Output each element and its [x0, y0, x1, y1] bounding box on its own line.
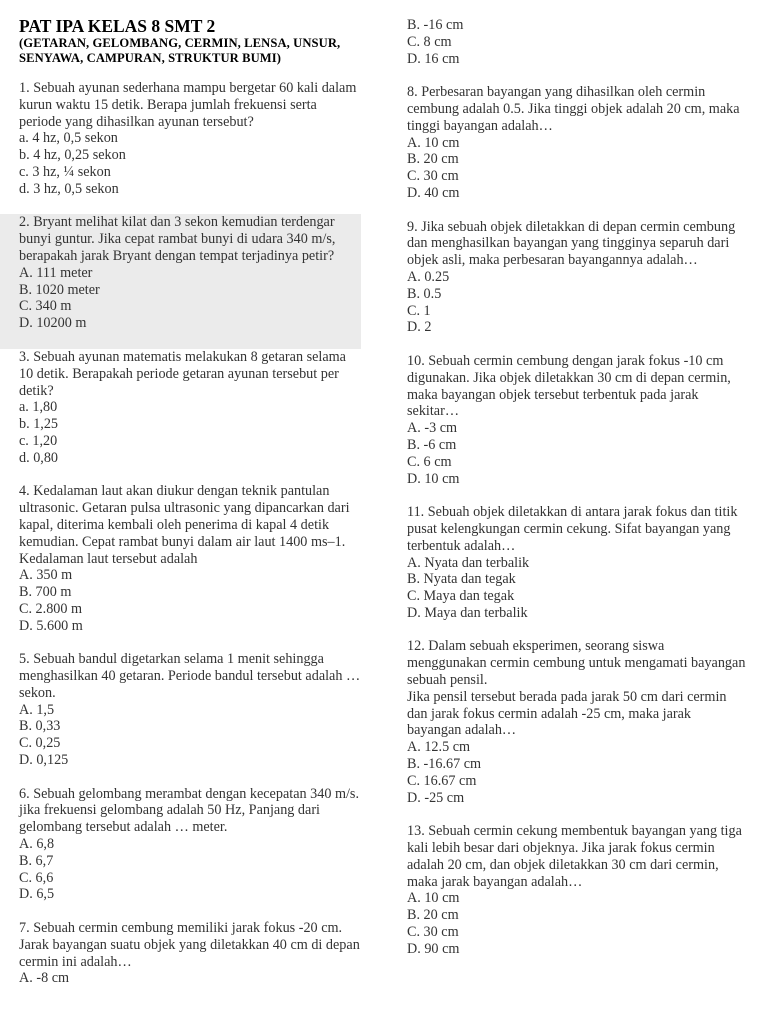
question-3 — [19, 349, 361, 467]
option: b. 1,25 — [19, 416, 59, 433]
option: B. Nyata dan tegak — [407, 571, 516, 588]
question-6 — [19, 786, 361, 904]
option: a. 4 hz, 0,5 sekon — [19, 130, 118, 147]
question-text: 11. Sebuah objek diletakkan di antara jarak fokus dan titik pusat kelengkungan cermin cekung. Sifat bayangan yang terbentuk adalah… — [407, 504, 738, 554]
option: D. 16 cm — [407, 50, 460, 67]
option: B. 20 cm — [407, 907, 459, 924]
option: C. 6,6 — [19, 869, 54, 886]
option: B. -6 cm — [407, 436, 457, 453]
question-8 — [407, 84, 747, 202]
option: C. 30 cm — [407, 924, 459, 941]
option: D. 10200 m — [19, 315, 87, 332]
option: C. 16.67 cm — [407, 772, 477, 789]
question-7 — [19, 920, 361, 987]
option: C. 1 — [407, 302, 431, 319]
option: c. 3 hz, ¼ sekon — [19, 163, 111, 180]
left-column — [19, 0, 361, 987]
question-text: 2. Bryant melihat kilat dan 3 sekon kemudian terdengar bunyi guntur. Jika cepat rambat bunyi di udara 340 m/s, berapakah jarak Bryant dengan tempat terjadinya petir? — [19, 214, 336, 264]
question-9 — [407, 219, 747, 337]
question-5 — [19, 651, 361, 769]
option: d. 0,80 — [19, 449, 59, 466]
option: D. 2 — [407, 319, 432, 336]
option: D. 90 cm — [407, 940, 460, 957]
question-1 — [19, 80, 361, 198]
option: B. 20 cm — [407, 151, 459, 168]
question-12 — [407, 638, 747, 806]
option: A. 111 meter — [19, 264, 93, 281]
option: D. 0,125 — [19, 752, 69, 769]
question-text: 8. Perbesaran bayangan yang dihasilkan oleh cermin cembung adalah 0.5. Jika tinggi objek adalah 20 cm, maka tinggi bayangan adalah… — [407, 84, 740, 134]
question-13 — [407, 823, 747, 957]
option: B. -16 cm — [407, 17, 464, 33]
option: D. 5.600 m — [19, 617, 83, 634]
question-text: 10. Sebuah cermin cembung dengan jarak fokus -10 cm digunakan. Jika objek diletakkan 30 cm di depan cermin, maka bayangan objek tersebut terbentuk pada jarak sekitar… — [407, 352, 731, 420]
question-text: 9. Jika sebuah objek diletakkan di depan cermin cembung dan menghasilkan bayangan yang tingginya separuh dari objek asli, maka perbesaran bayangannya adalah… — [407, 218, 736, 269]
option: c. 1,20 — [19, 432, 58, 449]
option: D. -25 cm — [407, 789, 465, 806]
question-2 — [0, 214, 361, 349]
option: A. 10 cm — [407, 890, 460, 907]
question-10 — [407, 353, 747, 487]
option: B. 0.5 — [407, 285, 442, 302]
option: C. 6 cm — [407, 453, 452, 470]
option: A. -3 cm — [407, 420, 458, 437]
option: C. 30 cm — [407, 168, 459, 185]
question-text-continued: Jika pensil tersebut berada pada jarak 50 cm dari cermin dan jarak fokus cermin adalah -25 cm, maka jarak bayangan adalah… — [407, 688, 727, 739]
option: D. 40 cm — [407, 184, 460, 201]
question-text: 7. Sebuah cermin cembung memiliki jarak fokus -20 cm. Jarak bayangan suatu objek yang diletakkan 40 cm di depan cermin ini adalah… — [19, 920, 360, 970]
option: A. 0.25 — [407, 268, 450, 285]
document-header — [19, 0, 361, 66]
option: A. Nyata dan terbalik — [407, 554, 530, 571]
document-title: PAT IPA KELAS 8 SMT 2 — [19, 16, 216, 36]
option: B. 1020 meter — [19, 281, 100, 298]
option: D. 6,5 — [19, 886, 55, 903]
question-text: 5. Sebuah bandul digetarkan selama 1 menit sehingga menghasilkan 40 getaran. Periode bandul tersebut adalah … sekon. — [19, 651, 361, 701]
option: B. 700 m — [19, 584, 72, 601]
question-text: 13. Sebuah cermin cekung membentuk bayangan yang tiga kali lebih besar dari objeknya. Jika jarak fokus cermin adalah 20 cm, dan objek diletakkan 30 cm dari cermin, maka jarak bayangan adalah… — [407, 823, 742, 890]
option: C. Maya dan tegak — [407, 588, 515, 605]
option: B. -16.67 cm — [407, 756, 482, 773]
option: C. 2.800 m — [19, 600, 83, 617]
question-text: 1. Sebuah ayunan sederhana mampu bergetar 60 kali dalam kurun waktu 15 detik. Berapa jumlah frekuensi serta periode yang dihasilkan ayunan tersebut? — [19, 80, 357, 130]
question-4 — [19, 483, 361, 634]
question-text: 3. Sebuah ayunan matematis melakukan 8 getaran selama 10 detik. Berapakah periode getaran ayunan tersebut per detik? — [19, 348, 346, 399]
option: a. 1,80 — [19, 399, 58, 416]
option: C. 340 m — [19, 298, 72, 315]
option: C. 8 cm — [407, 33, 452, 50]
question-text: 6. Sebuah gelombang merambat dengan kecepatan 340 m/s. jika frekuensi gelombang adalah 50 Hz, Panjang dari gelombang tersebut adalah … meter. — [19, 785, 360, 836]
question-text: 4. Kedalaman laut akan diukur dengan teknik pantulan ultrasonic. Getaran pulsa ultrasonic yang dipancarkan dari kapal, diterima kembali oleh penerima di kapal 4 detik kemudian. Cepat rambat bunyi dalam air laut 1400 ms–1. Kedalaman laut tersebut adalah — [19, 483, 350, 567]
option: A. 12.5 cm — [407, 739, 471, 756]
question-7-continued — [407, 17, 747, 67]
option: b. 4 hz, 0,25 sekon — [19, 147, 126, 164]
option: B. 6,7 — [19, 852, 54, 869]
question-text: 12. Dalam sebuah eksperimen, seorang siswa menggunakan cermin cembung untuk mengamati bayangan sebuah pensil. — [407, 638, 746, 689]
option: A. 10 cm — [407, 134, 460, 151]
option: A. 6,8 — [19, 836, 55, 853]
option: A. 1,5 — [19, 701, 55, 718]
option: A. 350 m — [19, 567, 73, 584]
option: B. 0,33 — [19, 718, 61, 735]
document-subtitle: (GETARAN, GELOMBANG, CERMIN, LENSA, UNSUR, SENYAWA, CAMPURAN, STRUKTUR BUMI) — [19, 36, 341, 65]
question-11 — [407, 504, 747, 622]
option: D. 10 cm — [407, 470, 460, 487]
option: C. 0,25 — [19, 735, 61, 752]
option: A. -8 cm — [19, 970, 70, 987]
option: d. 3 hz, 0,5 sekon — [19, 180, 119, 197]
option: D. Maya dan terbalik — [407, 604, 528, 621]
right-column — [407, 0, 747, 958]
